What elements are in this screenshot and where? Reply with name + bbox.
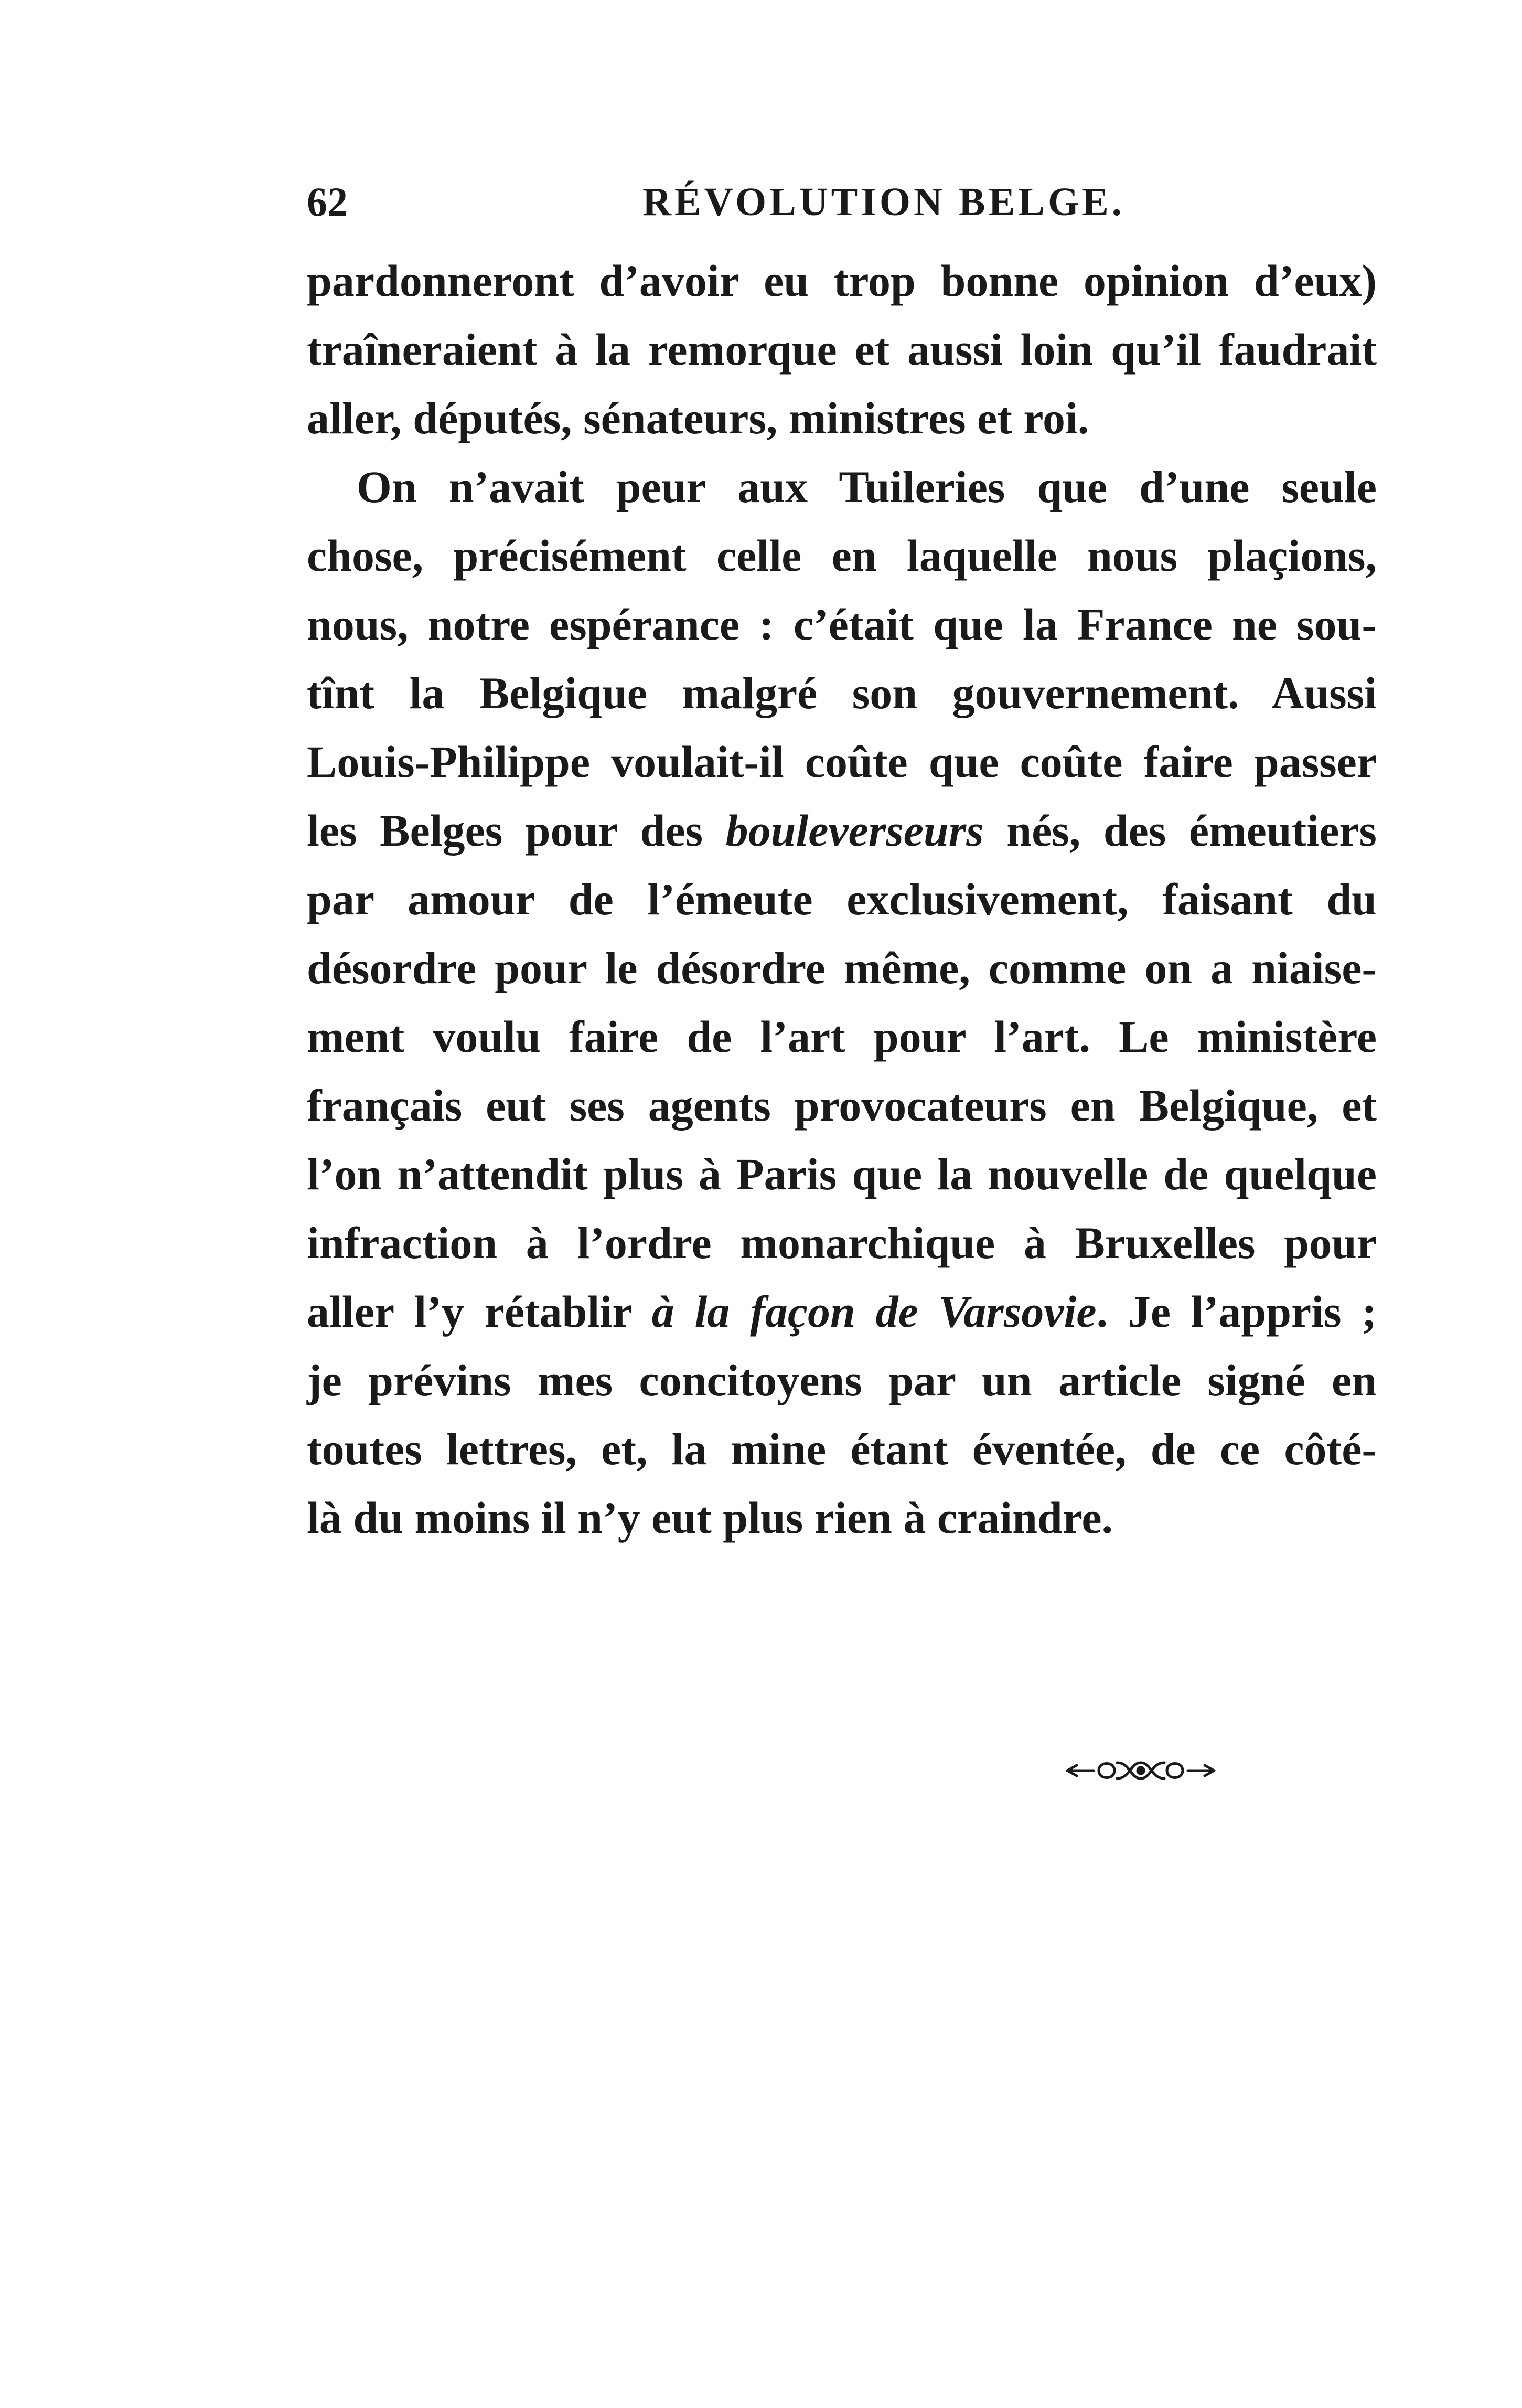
text-line: l’on n’attendit plus à Paris que la nouvelle de quelque: [307, 1149, 1377, 1199]
text-line: aller l’y rétablir à la façon de Varsovie. Je l’appris ;: [307, 1286, 1377, 1337]
text-line: par amour de l’émeute exclusivement, faisant du: [307, 874, 1377, 924]
text-line: On n’avait peur aux Tuileries que d’une seule: [357, 462, 1377, 512]
text-line: je prévins mes concitoyens par un article signé en: [307, 1355, 1377, 1405]
text-line: tînt la Belgique malgré son gouvernement. Aussi: [307, 668, 1377, 718]
text-line: les Belges pour des bouleverseurs nés, des émeutiers: [307, 805, 1377, 856]
text-line: désordre pour le désordre même, comme on a niaise-: [307, 943, 1377, 993]
text-line: français eut ses agents provocateurs en Belgique, et: [307, 1080, 1377, 1131]
text-line: pardonneront d’avoir eu trop bonne opinion d’eux): [307, 255, 1377, 306]
text-line: traîneraient à la remorque et aussi loin qu’il faudrait: [307, 324, 1377, 375]
text-line: infraction à l’ordre monarchique à Bruxelles pour: [307, 1218, 1377, 1268]
text-line: nous, notre espérance : c’était que la France ne sou-: [307, 599, 1377, 649]
body-text: [307, 247, 1377, 1552]
tailpiece-ornament-icon: [1062, 1755, 1219, 1786]
text-line: toutes lettres, et, la mine étant éventée, de ce côté-: [307, 1424, 1377, 1474]
italic-phrase: à la façon de Varsovie: [651, 1286, 1097, 1337]
text-line: chose, précisément celle en laquelle nous plaçions,: [307, 530, 1377, 581]
running-header: [307, 173, 1353, 231]
running-title: RÉVOLUTION BELGE.: [642, 180, 1125, 224]
page-number: 62: [307, 179, 348, 225]
text-line: aller, députés, sénateurs, ministres et roi.: [307, 393, 1089, 443]
text-line: là du moins il n’y eut plus rien à craindre.: [307, 1493, 1113, 1543]
text-line: ment voulu faire de l’art pour l’art. Le ministère: [307, 1011, 1377, 1062]
italic-phrase: bouleverseurs: [725, 805, 984, 856]
text-line: Louis-Philippe voulait-il coûte que coûte faire passer: [307, 737, 1377, 787]
